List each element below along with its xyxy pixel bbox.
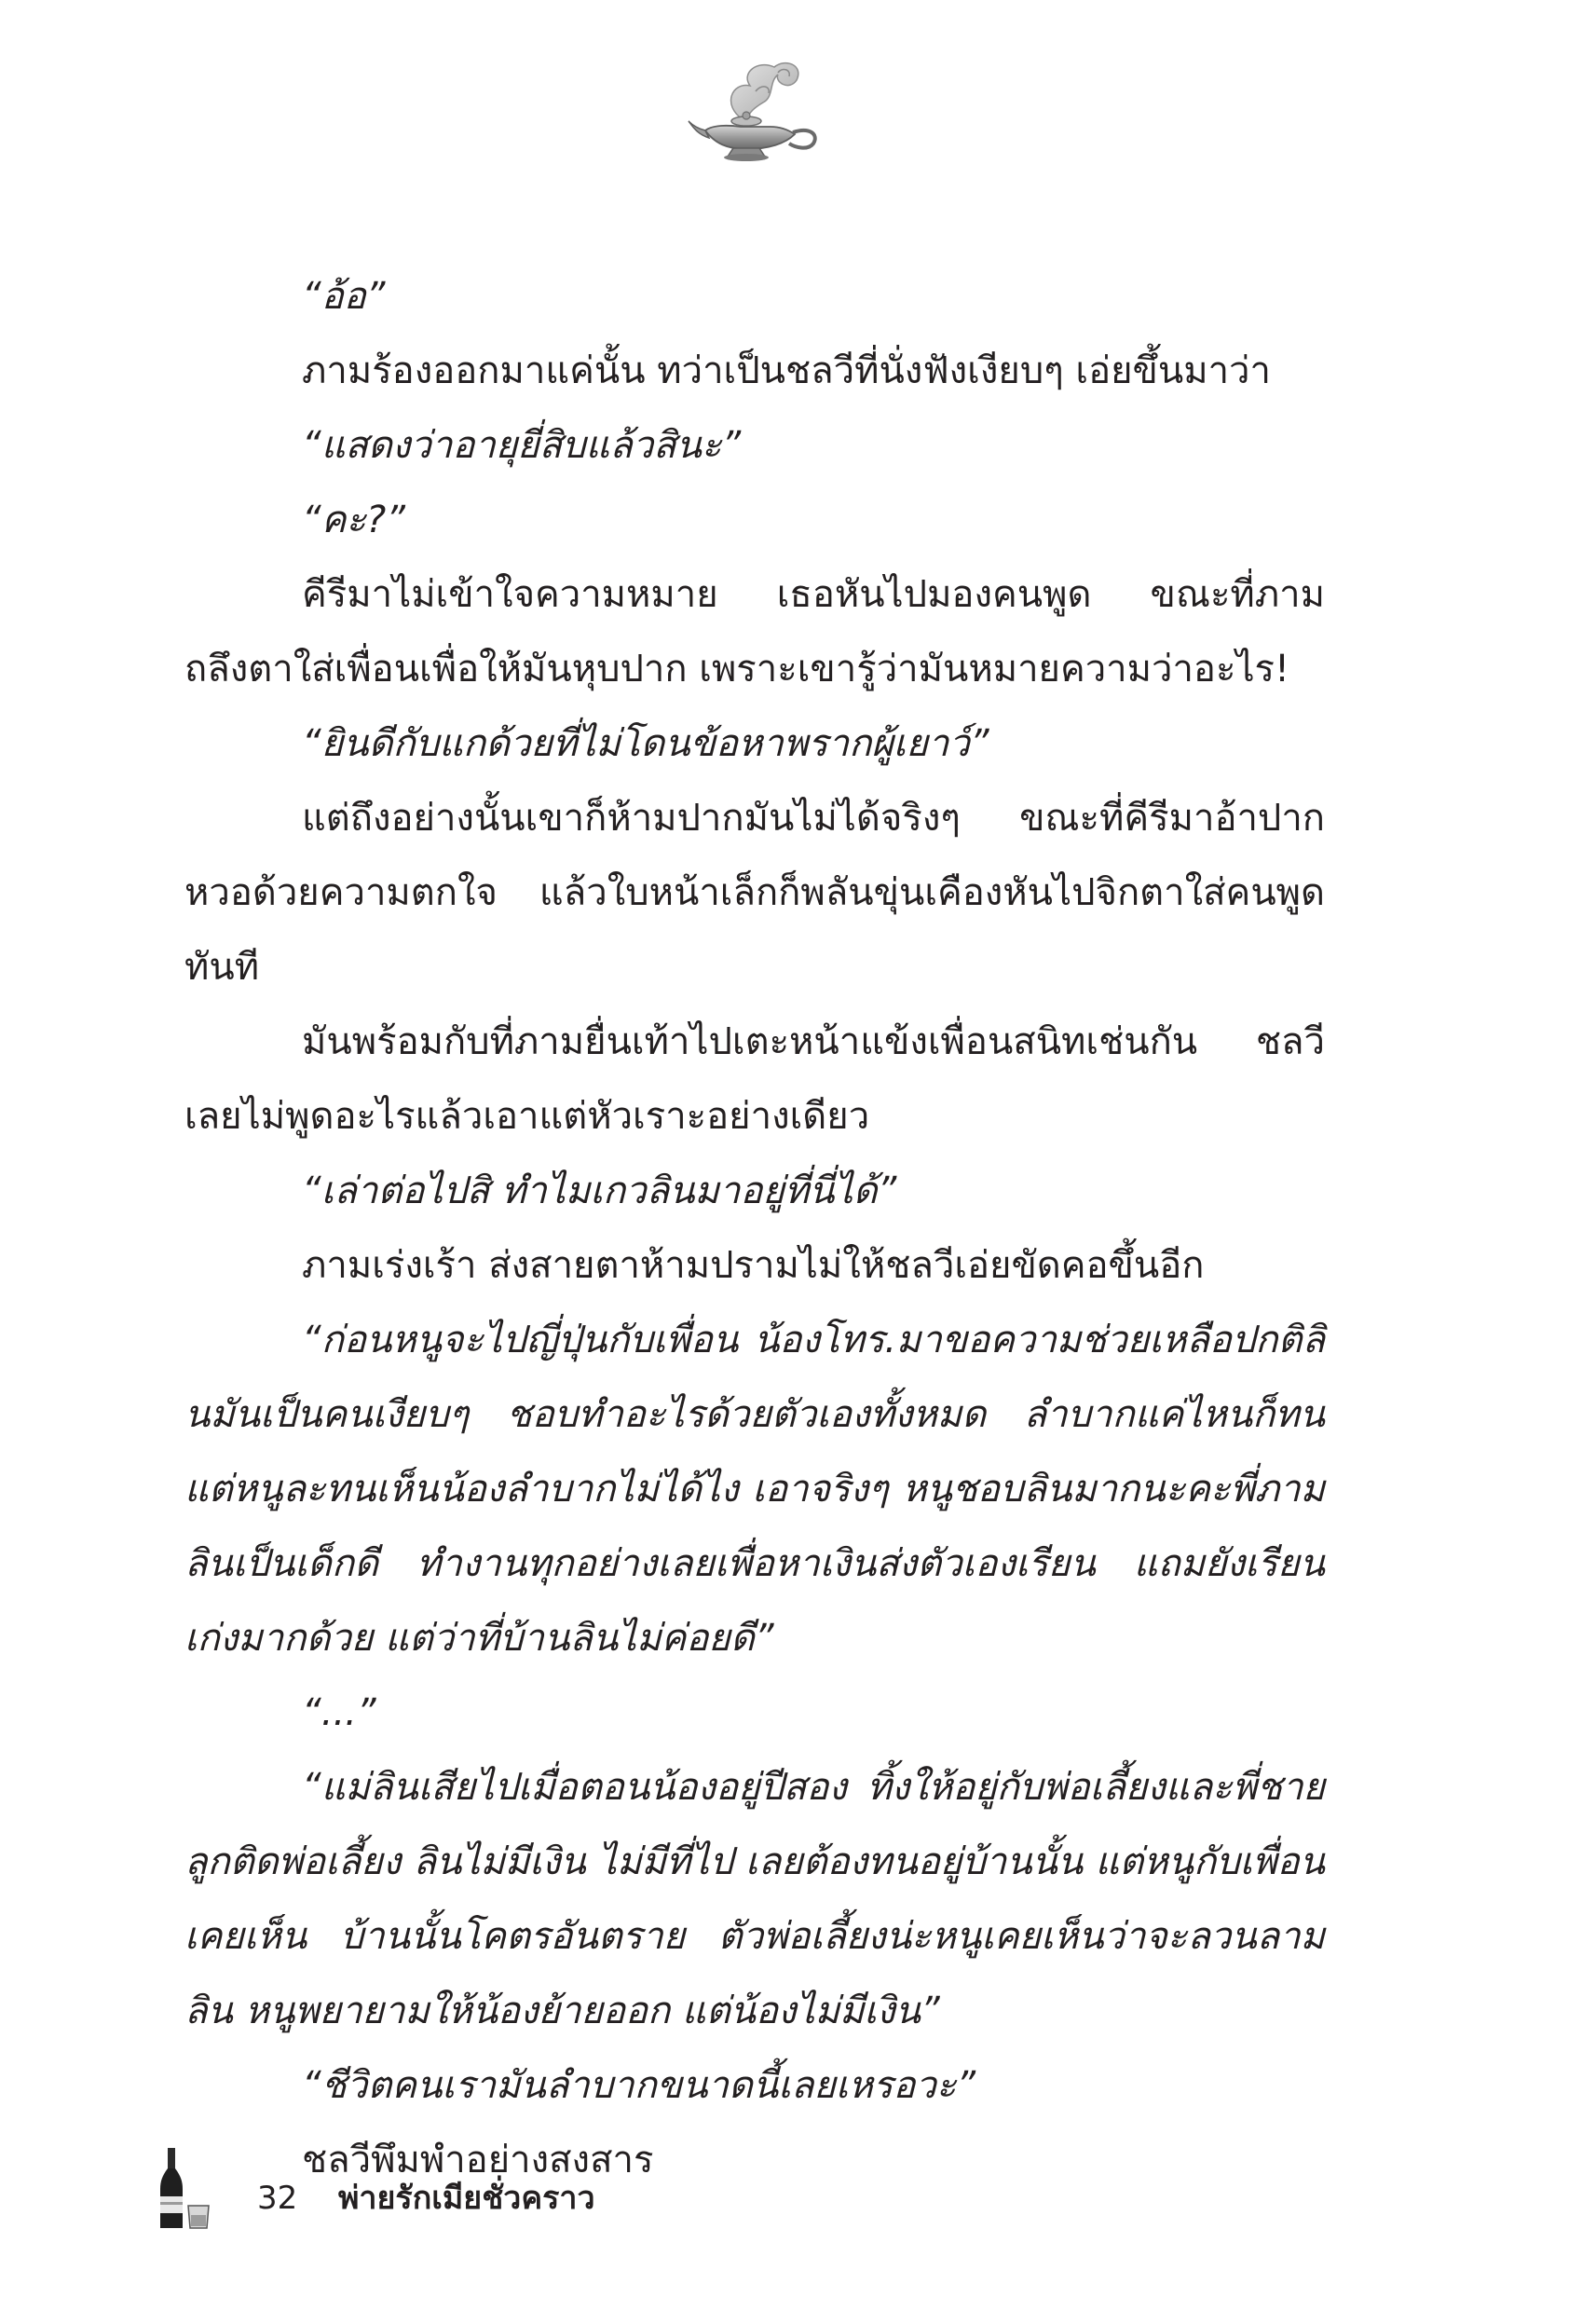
paragraph: “คะ?” xyxy=(302,499,405,541)
paragraph: “ยินดีกับแกด้วยที่ไม่โดนข้อหาพรากผู้เยาว์” xyxy=(302,722,989,765)
paragraph: “ก่อนหนูจะไปญี่ปุ่นกับเพื่อน น้องโทร.มาขอความช่วยเหลือปกติลินมันเป็นคนเงียบๆ ชอบทำอะไรด้วยตัวเองทั้งหมด ลำบากแค่ไหนก็ทน แต่หนูละทนเห็นน้องลำบากไม่ได้ไง เอาจริงๆ หนูชอบลินมากนะคะพี่ภาม ลินเป็นเด็กดี ทำงานทุกอย่างเลยเพื่อหาเงินส่งตัวเองเรียน แถมยังเรียนเก่งมากด้วย แต่ว่าที่บ้านลินไม่ค่อยดี” xyxy=(184,1319,1325,1660)
paragraph: “แม่ลินเสียไปเมื่อตอนน้องอยู่ปีสอง ทิ้งให้อยู่กับพ่อเลี้ยงและพี่ชายลูกติดพ่อเลี้ยง ลินไม่มีเงิน ไม่มีที่ไป เลยต้องทนอยู่บ้านนั้น แต่หนูกับเพื่อนเคยเห็น บ้านนั้นโคตรอันตราย ตัวพ่อเลี้ยงน่ะหนูเคยเห็นว่าจะลวนลามลิน หนูพยายามให้น้องย้ายออก แต่น้องไม่มีเงิน” xyxy=(184,1766,1325,2032)
paragraph: แต่ถึงอย่างนั้นเขาก็ห้ามปากมันไม่ได้จริงๆ ขณะที่คีรีมาอ้าปากหวอด้วยความตกใจ แล้วใบหน้าเล็กก็พลันขุ่นเคืองหันไปจิกตาใส่คนพูดทันที xyxy=(184,797,1325,989)
book-title: พ่ายรักเมียชั่วคราว xyxy=(338,2180,595,2217)
paragraph: “อ้อ” xyxy=(302,275,386,318)
paragraph: “แสดงว่าอายุยี่สิบแล้วสินะ” xyxy=(302,424,742,467)
paragraph: ภามเร่งเร้า ส่งสายตาห้ามปรามไม่ให้ชลวีเอ่ยขัดคอขึ้นอีก xyxy=(302,1244,1205,1287)
genie-lamp-icon xyxy=(685,54,825,164)
page-number: 32 xyxy=(257,2180,298,2217)
paragraph: “...” xyxy=(302,1691,376,1734)
paragraph: มันพร้อมกับที่ภามยื่นเท้าไปเตะหน้าแข้งเพื่อนสนิทเช่นกัน ชลวีเลยไม่พูดอะไรแล้วเอาแต่หัวเราะอย่างเดียว xyxy=(184,1020,1325,1138)
paragraph: “เล่าต่อไปสิ ทำไมเกวลินมาอยู่ที่นี่ได้” xyxy=(302,1169,897,1212)
wine-bottle-glass-icon xyxy=(157,2148,212,2230)
page-footer xyxy=(157,2148,622,2232)
paragraph: “ชีวิตคนเรามันลำบากขนาดนี้เลยเหรอวะ” xyxy=(302,2064,976,2107)
paragraph: ภามร้องออกมาแค่นั้น ทว่าเป็นชลวีที่นั่งฟังเงียบๆ เอ่ยขึ้นมาว่า xyxy=(302,349,1271,392)
paragraph: ชลวีพึมพำอย่างสงสาร xyxy=(302,2139,654,2181)
paragraph: คีรีมาไม่เข้าใจความหมาย เธอหันไปมองคนพูด ขณะที่ภามถลึงตาใส่เพื่อนเพื่อให้มันหุบปาก เพราะเขารู้ว่ามันหมายความว่าอะไร! xyxy=(184,573,1325,691)
